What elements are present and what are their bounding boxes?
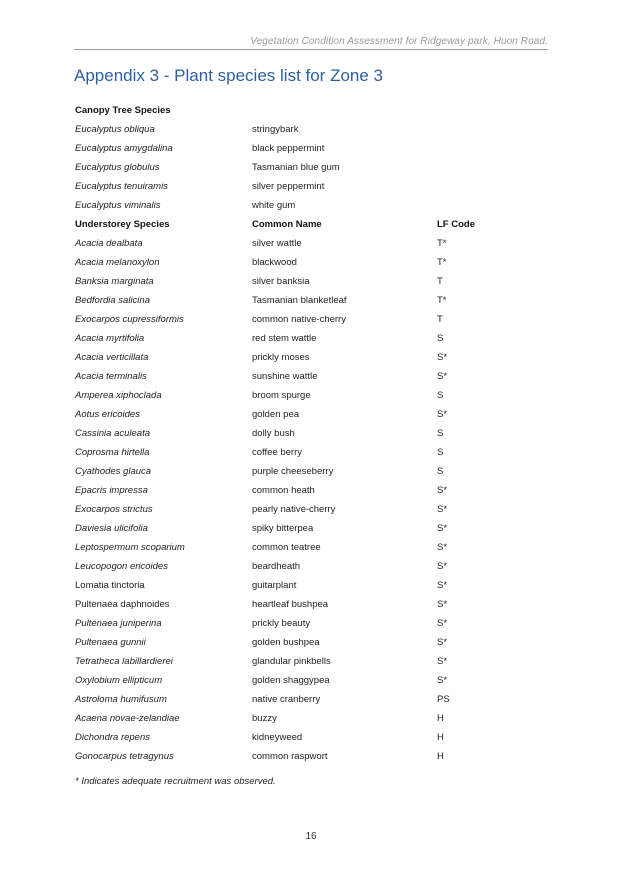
table-row (75, 709, 555, 728)
table-row (75, 158, 555, 177)
table-row (75, 481, 555, 500)
species-name: Aotus ericoides (75, 409, 140, 420)
common-name: sunshine wattle (252, 371, 318, 382)
understorey-header-row (75, 215, 555, 234)
species-name: Acacia verticillata (75, 352, 149, 363)
lf-code: T (437, 276, 443, 287)
table-row (75, 386, 555, 405)
lf-code: S* (437, 409, 448, 420)
canopy-heading-row (75, 101, 555, 120)
table-row (75, 196, 555, 215)
table-row (75, 690, 555, 709)
species-name: Gonocarpus tetragynus (75, 751, 174, 762)
common-name: beardheath (252, 561, 301, 572)
common-name: golden shaggypea (252, 675, 330, 686)
footnote: * Indicates adequate recruitment was observed. (75, 776, 276, 787)
common-name: blackwood (252, 257, 297, 268)
lf-code: S* (437, 542, 448, 553)
table-row (75, 633, 555, 652)
common-name: pearly native-cherry (252, 504, 336, 515)
lf-code: PS (437, 694, 450, 705)
understorey-species-header: Understorey Species (75, 219, 170, 230)
species-name: Eucalyptus globulus (75, 162, 160, 173)
table-row (75, 614, 555, 633)
species-name: Exocarpos strictus (75, 504, 153, 515)
common-name: red stem wattle (252, 333, 317, 344)
common-name: dolly bush (252, 428, 295, 439)
common-name: Tasmanian blanketleaf (252, 295, 347, 306)
table-row (75, 253, 555, 272)
species-name: Epacris impressa (75, 485, 148, 496)
lf-code: S* (437, 485, 448, 496)
common-name: common native-cherry (252, 314, 346, 325)
lf-code: H (437, 732, 444, 743)
table-row (75, 234, 555, 253)
lf-code: S* (437, 580, 448, 591)
table-row (75, 329, 555, 348)
species-name: Acaena novae-zelandiae (75, 713, 180, 724)
species-name: Bedfordia salicina (75, 295, 150, 306)
lf-code: S* (437, 618, 448, 629)
table-row (75, 595, 555, 614)
table-row (75, 557, 555, 576)
species-name: Pultenaea juniperina (75, 618, 162, 629)
table-row (75, 120, 555, 139)
page-number: 16 (305, 831, 317, 842)
common-name: silver peppermint (252, 181, 325, 192)
common-name: common raspwort (252, 751, 328, 762)
common-name: coffee berry (252, 447, 302, 458)
table-row (75, 405, 555, 424)
lf-code: S* (437, 504, 448, 515)
common-name: Tasmanian blue gum (252, 162, 340, 173)
species-name: Astroloma humifusum (75, 694, 167, 705)
species-table (75, 101, 555, 766)
common-name: stringybark (252, 124, 299, 135)
table-row (75, 519, 555, 538)
table-row (75, 310, 555, 329)
table-row (75, 671, 555, 690)
common-name: golden bushpea (252, 637, 320, 648)
table-row (75, 348, 555, 367)
table-row (75, 652, 555, 671)
species-name: Acacia myrtifolia (75, 333, 145, 344)
lf-code: S* (437, 371, 448, 382)
species-name: Acacia melanoxylon (75, 257, 160, 268)
species-name: Daviesia ulicifolia (75, 523, 148, 534)
lf-code: S* (437, 599, 448, 610)
common-name: common teatree (252, 542, 321, 553)
species-name: Eucalyptus tenuiramis (75, 181, 168, 192)
common-name: heartleaf bushpea (252, 599, 329, 610)
canopy-rows (75, 120, 555, 215)
common-name: kidneyweed (252, 732, 303, 743)
table-row (75, 291, 555, 310)
species-name: Pultenaea gunnii (75, 637, 146, 648)
common-name: common heath (252, 485, 315, 496)
common-name: white gum (252, 200, 296, 211)
common-name: glandular pinkbells (252, 656, 331, 667)
common-name: silver banksia (252, 276, 310, 287)
species-name: Cassinia aculeata (75, 428, 150, 439)
species-name: Dichondra repens (75, 732, 150, 743)
lf-code: S (437, 447, 444, 458)
table-row (75, 747, 555, 766)
table-row (75, 462, 555, 481)
table-row (75, 424, 555, 443)
table-row (75, 576, 555, 595)
common-name: silver wattle (252, 238, 302, 249)
common-name: spiky bitterpea (252, 523, 314, 534)
species-name: Acacia dealbata (75, 238, 143, 249)
common-name: purple cheeseberry (252, 466, 334, 477)
common-name: native cranberry (252, 694, 321, 705)
species-name: Eucalyptus viminalis (75, 200, 161, 211)
species-name: Eucalyptus amygdalina (75, 143, 173, 154)
common-name: prickly moses (252, 352, 310, 363)
species-name: Oxylobium ellipticum (75, 675, 163, 686)
species-name: Leptospermum scoparium (75, 542, 185, 553)
lf-code: T* (437, 238, 447, 249)
species-name: Pultenaea daphnoides (75, 599, 170, 610)
table-row (75, 728, 555, 747)
common-name: guitarplant (252, 580, 297, 591)
species-name: Cyathodes glauca (75, 466, 152, 477)
lf-code: H (437, 713, 444, 724)
lf-code: S (437, 390, 444, 401)
common-name: prickly beauty (252, 618, 311, 629)
table-row (75, 177, 555, 196)
running-header: Vegetation Condition Assessment for Ridgeway park, Huon Road. (250, 36, 548, 47)
lf-code: T* (437, 257, 447, 268)
species-name: Acacia terminalis (75, 371, 147, 382)
species-name: Lomatia tinctoria (75, 580, 145, 591)
table-row (75, 139, 555, 158)
canopy-heading: Canopy Tree Species (75, 105, 171, 116)
lf-code: T (437, 314, 443, 325)
species-name: Tetratheca labillardierei (75, 656, 173, 667)
lf-code: S* (437, 675, 448, 686)
lf-code: S* (437, 523, 448, 534)
lf-code: S (437, 428, 444, 439)
species-name: Leucopogon ericoides (75, 561, 168, 572)
lf-code: S* (437, 561, 448, 572)
common-name: broom spurge (252, 390, 311, 401)
table-row (75, 538, 555, 557)
species-name: Eucalyptus obliqua (75, 124, 155, 135)
lf-code: S* (437, 637, 448, 648)
common-name: black peppermint (252, 143, 325, 154)
lf-code-header: LF Code (437, 219, 475, 230)
header-divider (74, 49, 548, 50)
lf-code: T* (437, 295, 447, 306)
lf-code: H (437, 751, 444, 762)
lf-code: S (437, 333, 444, 344)
lf-code: S (437, 466, 444, 477)
species-name: Amperea xiphoclada (75, 390, 162, 401)
lf-code: S* (437, 352, 448, 363)
page-title: Appendix 3 - Plant species list for Zone 3 (74, 66, 383, 85)
table-row (75, 272, 555, 291)
table-row (75, 500, 555, 519)
understorey-rows (75, 234, 555, 766)
table-row (75, 367, 555, 386)
common-name: golden pea (252, 409, 300, 420)
species-name: Banksia marginata (75, 276, 154, 287)
species-name: Exocarpos cupressiformis (75, 314, 184, 325)
lf-code: S* (437, 656, 448, 667)
common-name-header: Common Name (252, 219, 322, 230)
common-name: buzzy (252, 713, 277, 724)
table-row (75, 443, 555, 462)
species-name: Coprosma hirtella (75, 447, 150, 458)
